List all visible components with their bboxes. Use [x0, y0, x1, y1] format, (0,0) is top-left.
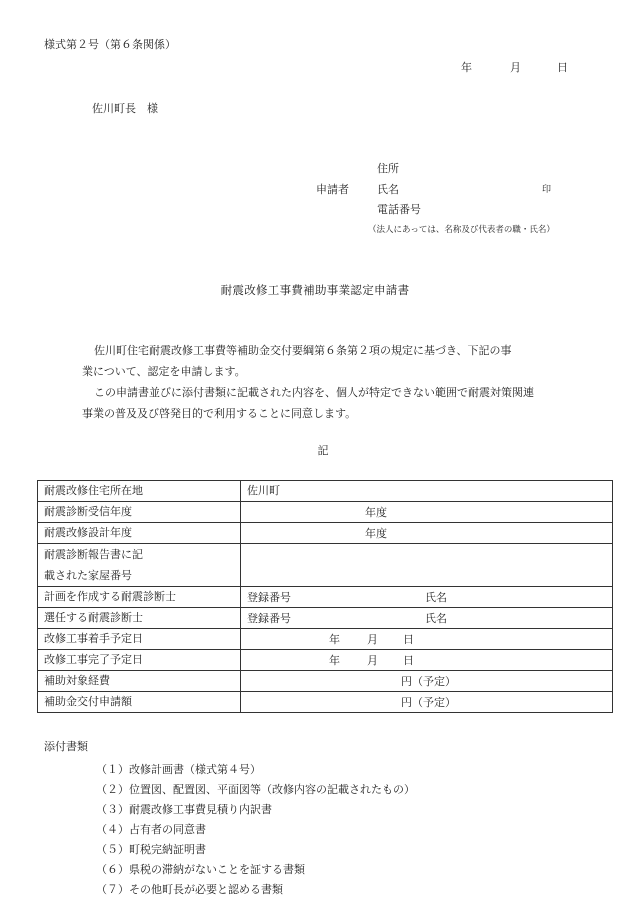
row-label: 耐震改修設計年度 [38, 523, 241, 544]
document-title: 耐震改修工事費補助事業認定申請書 [220, 283, 410, 297]
name-label: 氏名 [425, 612, 447, 625]
list-item: （１）改修計画書（様式第４号） [96, 763, 261, 776]
date-month-label: 月 [510, 61, 521, 74]
table-row [38, 502, 613, 523]
start-date-field[interactable] [241, 629, 613, 650]
paragraph-line: 佐川町住宅耐震改修工事費等補助金交付要綱第６条第２項の規定に基づき、下記の事 [94, 344, 512, 357]
diagnosis-year-field[interactable] [241, 502, 613, 523]
table-row [38, 481, 613, 502]
paragraph-consent [82, 382, 572, 424]
table-row [38, 650, 613, 671]
applicant-label: 申請者 [316, 183, 349, 196]
row-label: 補助対象経費 [38, 671, 241, 692]
telephone-label: 電話番号 [377, 203, 421, 216]
fiscal-year-unit: 年度 [365, 506, 387, 519]
addressee: 佐川町長 様 [92, 102, 158, 115]
row-label [38, 544, 241, 587]
row-label: 改修工事着手予定日 [38, 629, 241, 650]
form-number: 様式第２号（第６条関係） [44, 38, 176, 51]
table-row [38, 544, 613, 587]
planner-field[interactable] [241, 587, 613, 608]
registration-number-label: 登録番号 [247, 612, 291, 625]
row-label-line: 耐震診断報告書に記 [44, 548, 143, 561]
paragraph-request [82, 340, 572, 382]
registration-number-label: 登録番号 [247, 591, 291, 604]
list-item: （４）占有者の同意書 [96, 823, 206, 836]
corporate-note: （法人にあっては、名称及び代表者の職・氏名） [368, 225, 555, 235]
date-year-label: 年 [461, 61, 472, 74]
year-unit: 年 [329, 633, 340, 646]
list-item: （５）町税完納証明書 [96, 843, 206, 856]
year-unit: 年 [329, 654, 340, 667]
attachments-heading: 添付書類 [44, 740, 88, 753]
row-label: 耐震改修住宅所在地 [38, 481, 241, 502]
month-unit: 月 [367, 633, 378, 646]
day-unit: 日 [403, 654, 414, 667]
yen-planned-unit: 円（予定） [401, 696, 456, 709]
location-field[interactable]: 佐川町 [241, 481, 613, 502]
table-row [38, 671, 613, 692]
table-row [38, 523, 613, 544]
row-label: 改修工事完了予定日 [38, 650, 241, 671]
table-row [38, 629, 613, 650]
attachments-list [96, 760, 415, 900]
date-day-label: 日 [557, 61, 568, 74]
address-label: 住所 [377, 162, 399, 175]
row-label: 補助金交付申請額 [38, 692, 241, 713]
paragraph-line: 業について、認定を申請します。 [82, 365, 246, 378]
ki-heading: 記 [317, 444, 329, 457]
row-label-line: 載された家屋番号 [44, 569, 132, 582]
yen-planned-unit: 円（予定） [401, 675, 456, 688]
row-label: 選任する耐震診断士 [38, 608, 241, 629]
seal-mark: 印 [542, 185, 552, 195]
design-year-field[interactable] [241, 523, 613, 544]
house-number-field[interactable] [241, 544, 613, 587]
list-item: （７）その他町長が必要と認める書類 [96, 883, 283, 896]
list-item: （６）県税の滞納がないことを証する書類 [96, 863, 305, 876]
table-row [38, 587, 613, 608]
name-label: 氏名 [425, 591, 447, 604]
month-unit: 月 [367, 654, 378, 667]
assessor-field[interactable] [241, 608, 613, 629]
paragraph-line: この申請書並びに添付書類に記載された内容を、個人が特定できない範囲で耐震対策関連 [94, 386, 534, 399]
day-unit: 日 [403, 633, 414, 646]
list-item: （３）耐震改修工事費見積り内訳書 [96, 803, 272, 816]
name-label: 氏名 [377, 183, 399, 196]
paragraph-line: 事業の普及及び啓発目的で利用することに同意します。 [82, 407, 357, 420]
application-table [37, 480, 613, 713]
requested-amount-field[interactable] [241, 692, 613, 713]
table-row [38, 692, 613, 713]
eligible-cost-field[interactable] [241, 671, 613, 692]
row-label: 計画を作成する耐震診断士 [38, 587, 241, 608]
row-label: 耐震診断受信年度 [38, 502, 241, 523]
table-row [38, 608, 613, 629]
fiscal-year-unit: 年度 [365, 527, 387, 540]
completion-date-field[interactable] [241, 650, 613, 671]
list-item: （２）位置図、配置図、平面図等（改修内容の記載されたもの） [96, 783, 415, 796]
